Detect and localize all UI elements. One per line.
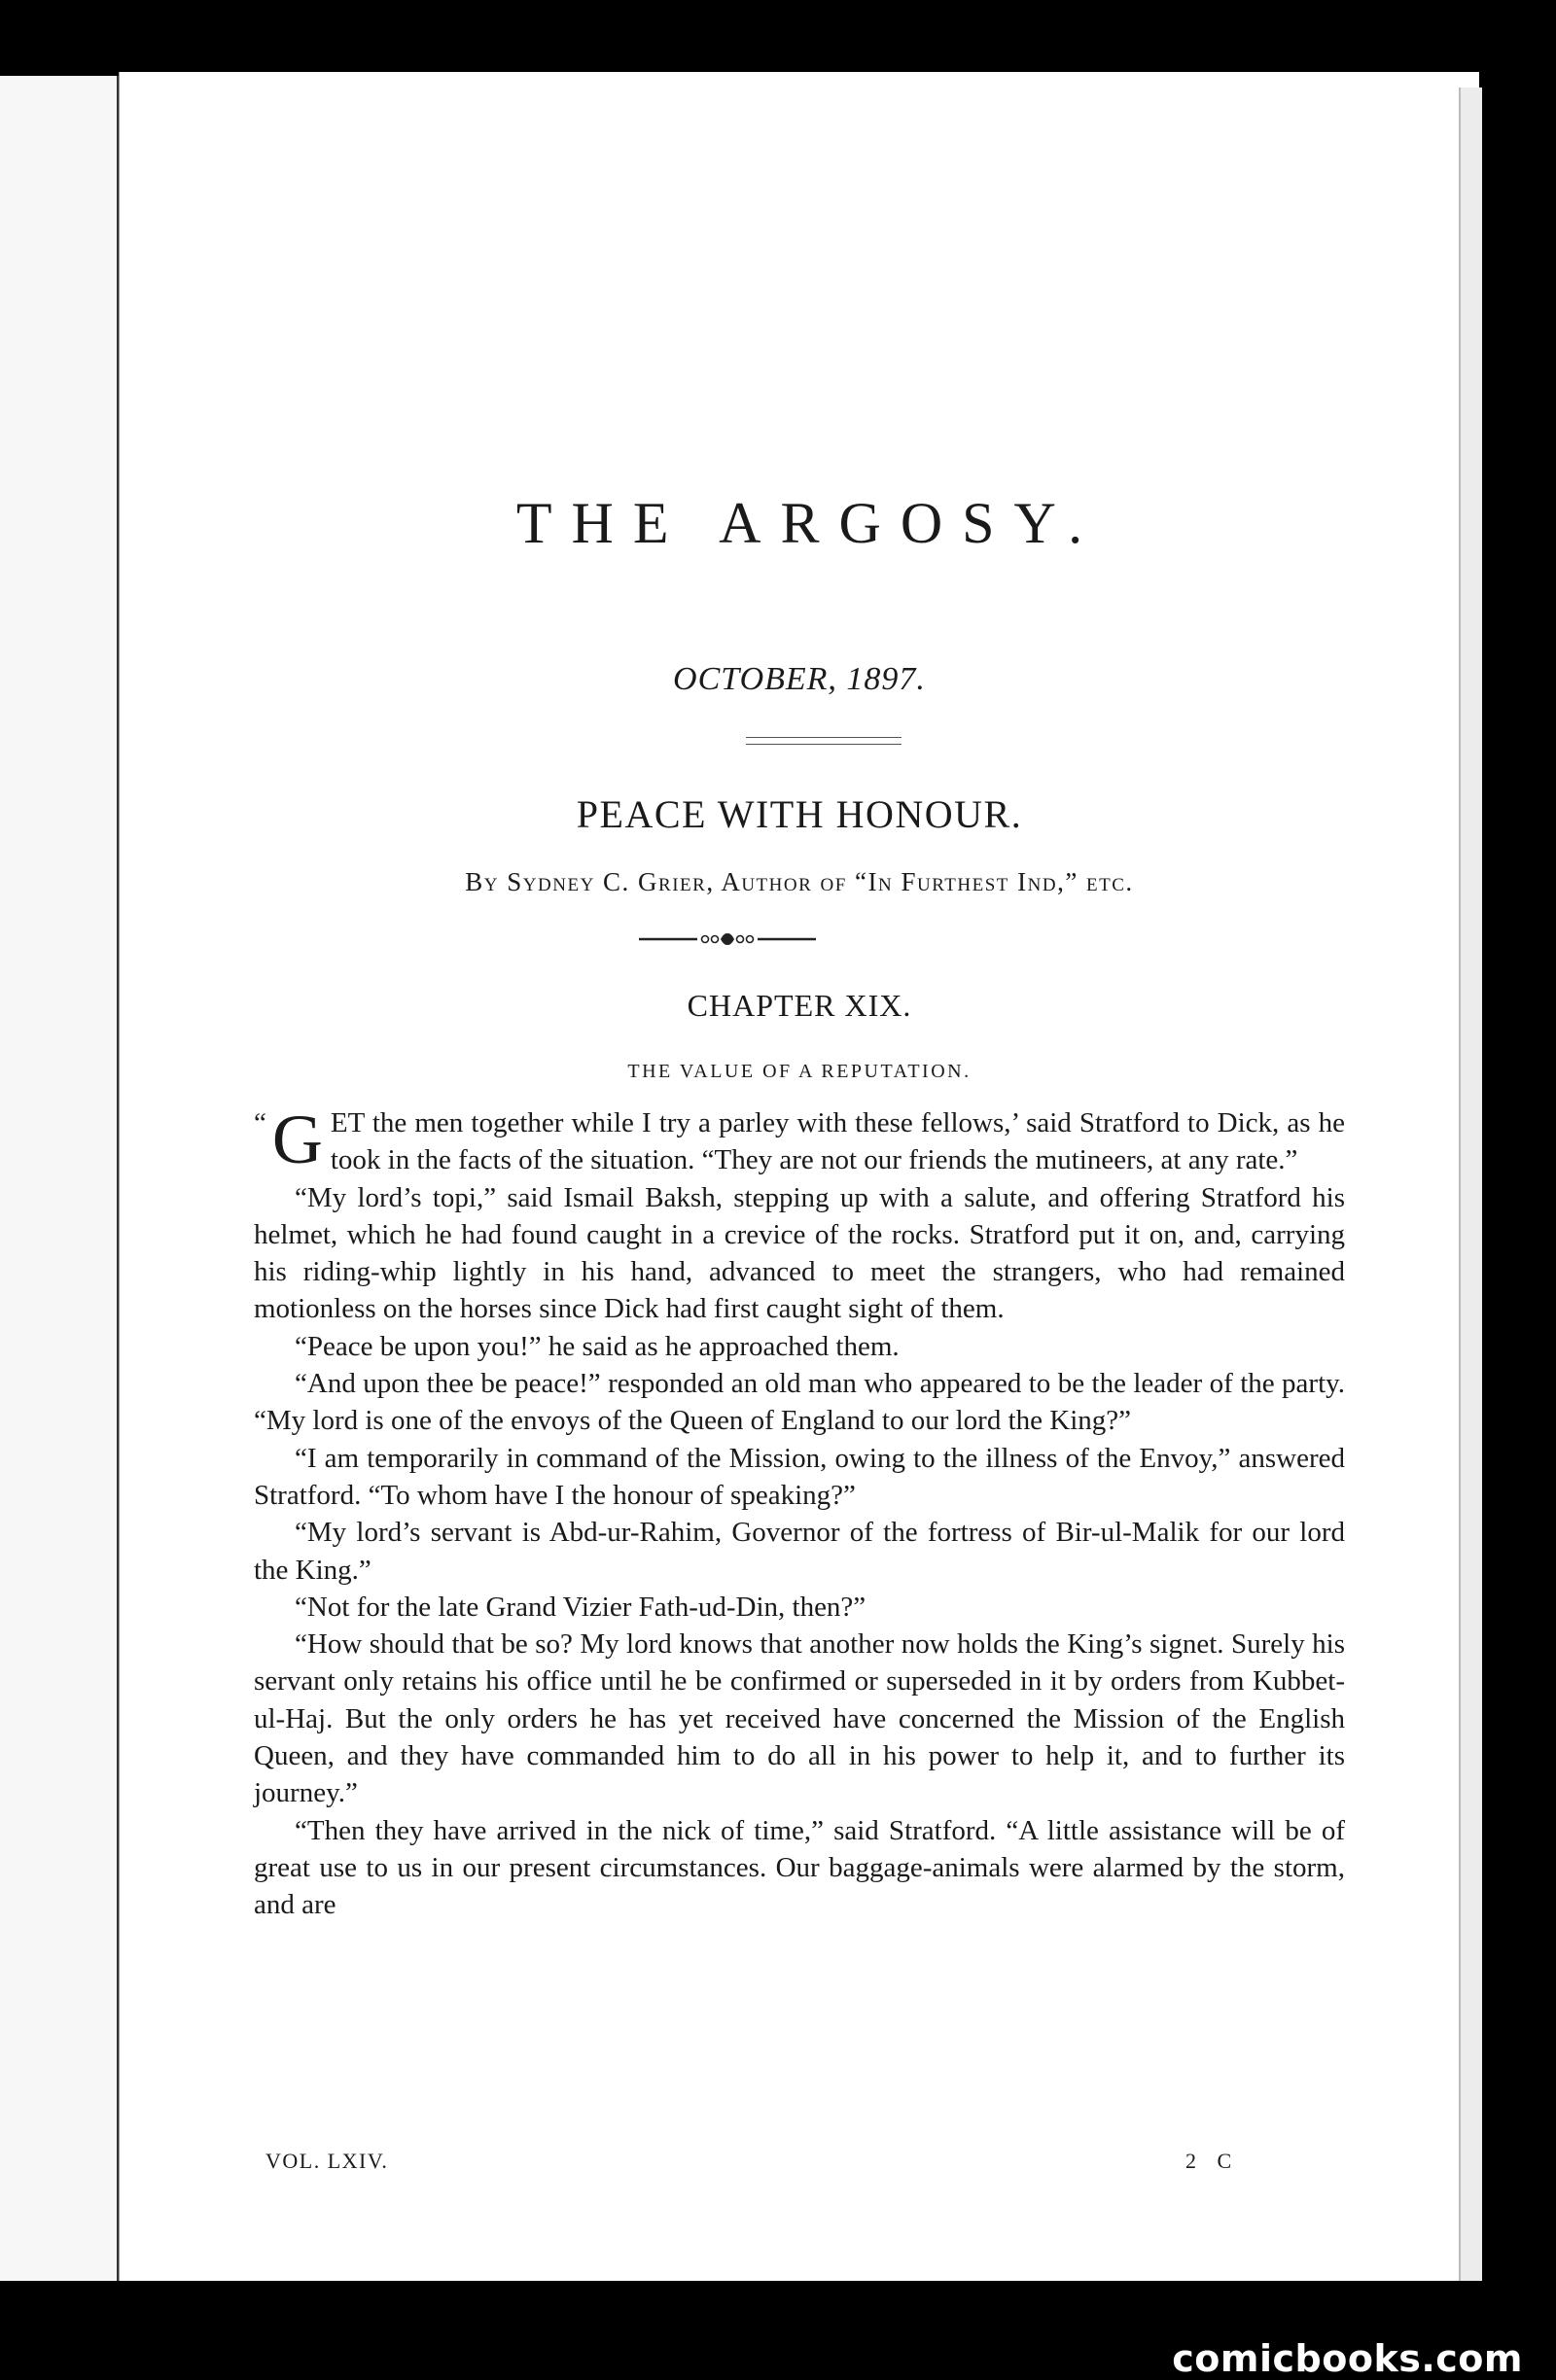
chapter-subtitle: THE VALUE OF A REPUTATION. [627, 1061, 972, 1082]
paragraph [254, 1101, 1345, 1179]
watermark: comicbooks.com [1172, 2337, 1523, 2380]
scan-top-border [0, 0, 1556, 76]
signature-mark: 2 C [1185, 2149, 1240, 2173]
paragraph: “My lord’s servant is Abd-ur-Rahim, Governor of the fortress of Bir-ul-Malik for our lord the King.” [254, 1517, 1345, 1586]
issue-date: OCTOBER, 1897. [673, 661, 926, 697]
paragraph: “How should that be so? My lord knows that another now holds the King’s signet. Surely his servant only retains his office until he be confirmed or superseded in it by orders from Kubbet-ul-Haj. But the only orders he has yet received have concerned the Mission of the English Queen, and they have commanded him to do all in his power to help it, and to further its journey.” [254, 1628, 1345, 1809]
book-page [119, 72, 1479, 2281]
article-body [254, 1101, 1345, 1924]
opening-quote: “ [254, 1107, 266, 1138]
paragraph-text: ET the men together while I try a parley with these fellows,’ said Stratford to Dick, as he took in the facts of the situation. “They are not our friends the mutineers, at any rate.” [330, 1107, 1345, 1176]
volume-number: VOL. LXIV. [265, 2149, 389, 2173]
paragraph: “Peace be upon you!” he said as he approached them. [295, 1330, 900, 1362]
paragraph: “Not for the late Grand Vizier Fath-ud-Din, then?” [295, 1591, 866, 1623]
story-title: PEACE WITH HONOUR. [576, 792, 1023, 836]
story-byline: By Sydney C. Grier, Author of “In Furthest Ind,” etc. [465, 867, 1134, 896]
magazine-title: THE ARGOSY. [515, 491, 1103, 555]
chapter-number: CHAPTER XIX. [687, 988, 912, 1023]
paragraph: “My lord’s topi,” said Ismail Baksh, stepping up with a salute, and offering Stratford his helmet, which he had found caught in a crevice of the rocks. Stratford put it on, and, carrying his riding-whip lightly in his hand, advanced to meet the strangers, who had remained motionless on the horses since Dick had first caught sight of them. [254, 1181, 1345, 1325]
paragraph: “Then they have arrived in the nick of time,” said Stratford. “A little assistance will be of great use to us in our present circumstances. Our baggage-animals were alarmed by the storm, and are [254, 1814, 1345, 1921]
ornament-divider-icon [635, 928, 820, 951]
drop-cap: G [271, 1101, 323, 1178]
paragraph: “I am temporarily in command of the Mission, owing to the illness of the Envoy,” answered Stratford. “To whom have I the honour of speaking?” [254, 1442, 1345, 1511]
title-rule [746, 737, 902, 745]
page-right-edge [1459, 88, 1482, 2281]
facing-page-edge [0, 76, 119, 2283]
paragraph: “And upon thee be peace!” responded an old man who appeared to be the leader of the party. “My lord is one of the envoys of the Queen of England to our lord the King?” [254, 1368, 1345, 1437]
